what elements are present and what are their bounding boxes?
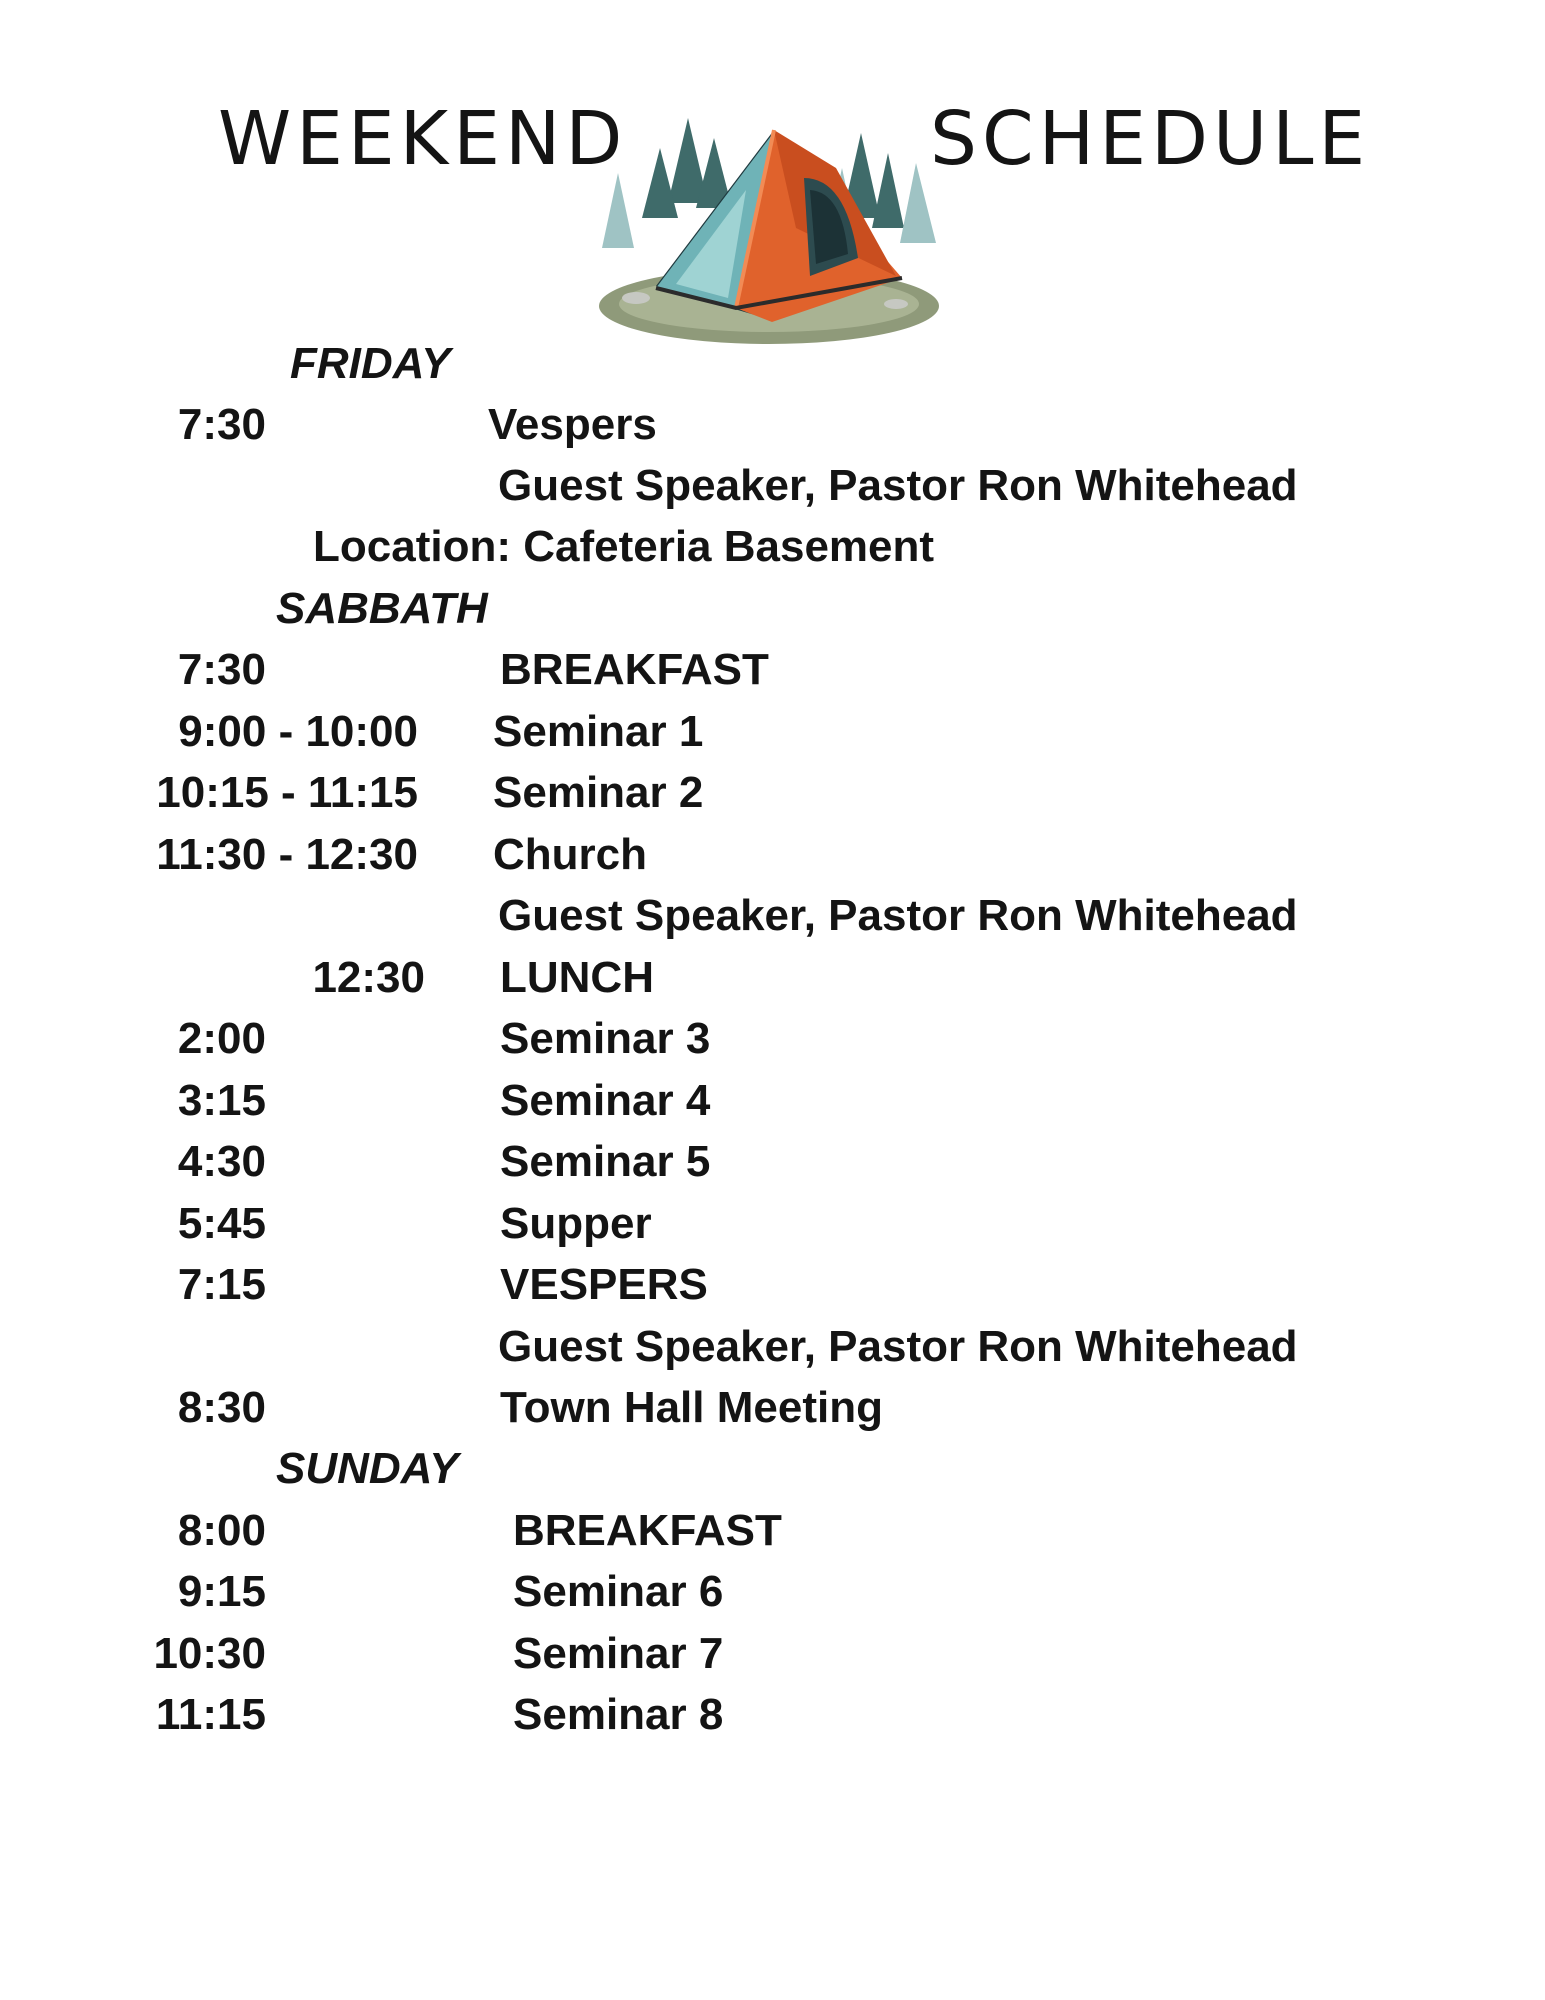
sabbath-event-2: Seminar 1 [493, 707, 704, 756]
sabbath-time-8: 4:30 [177, 1137, 266, 1186]
sabbath-event-9: Supper [500, 1199, 652, 1248]
sabbath-event-6: Seminar 3 [500, 1014, 711, 1063]
sunday-event-2: Seminar 6 [513, 1567, 724, 1616]
friday-event-1: Vespers [488, 400, 657, 449]
sunday-time-2: 9:15 [177, 1567, 266, 1616]
sabbath-event-4: Church [493, 830, 647, 879]
sabbath-time-3: 10:15 - 11:15 [156, 768, 418, 817]
heading-sunday: SUNDAY [276, 1444, 459, 1493]
sabbath-vespers-speaker: Guest Speaker, Pastor Ron Whitehead [498, 1322, 1298, 1371]
sabbath-event-5: LUNCH [500, 953, 654, 1002]
sabbath-time-2: 9:00 - 10:00 [178, 707, 418, 756]
friday-speaker: Guest Speaker, Pastor Ron Whitehead [498, 461, 1298, 510]
sabbath-event-7: Seminar 4 [500, 1076, 711, 1125]
sabbath-event-3: Seminar 2 [493, 768, 704, 817]
sabbath-time-9: 5:45 [177, 1199, 266, 1248]
friday-time-1: 7:30 [177, 400, 266, 449]
sabbath-time-1: 7:30 [177, 645, 266, 694]
sunday-event-3: Seminar 7 [513, 1629, 724, 1678]
sunday-time-1: 8:00 [177, 1506, 266, 1555]
heading-sabbath: SABBATH [276, 584, 488, 633]
tent-icon [596, 108, 942, 348]
sabbath-church-speaker: Guest Speaker, Pastor Ron Whitehead [498, 891, 1298, 940]
sabbath-event-8: Seminar 5 [500, 1137, 711, 1186]
sabbath-time-7: 3:15 [177, 1076, 266, 1125]
sunday-time-3: 10:30 [153, 1629, 266, 1678]
title-weekend: WEEKEND [218, 96, 628, 182]
sabbath-time-6: 2:00 [177, 1014, 266, 1063]
title-schedule: SCHEDULE [930, 96, 1371, 182]
sunday-event-4: Seminar 8 [513, 1690, 724, 1739]
sabbath-event-10: VESPERS [500, 1260, 708, 1309]
sabbath-time-10: 7:15 [177, 1260, 266, 1309]
sabbath-event-1: BREAKFAST [500, 645, 769, 694]
sabbath-event-11: Town Hall Meeting [500, 1383, 883, 1432]
sabbath-time-5: 12:30 [312, 953, 425, 1002]
sunday-time-4: 11:15 [155, 1690, 266, 1739]
sabbath-time-11: 8:30 [177, 1383, 266, 1432]
friday-location: Location: Cafeteria Basement [313, 522, 935, 571]
sunday-event-1: BREAKFAST [513, 1506, 782, 1555]
sabbath-time-4: 11:30 - 12:30 [156, 830, 418, 879]
heading-friday: FRIDAY [290, 339, 451, 388]
